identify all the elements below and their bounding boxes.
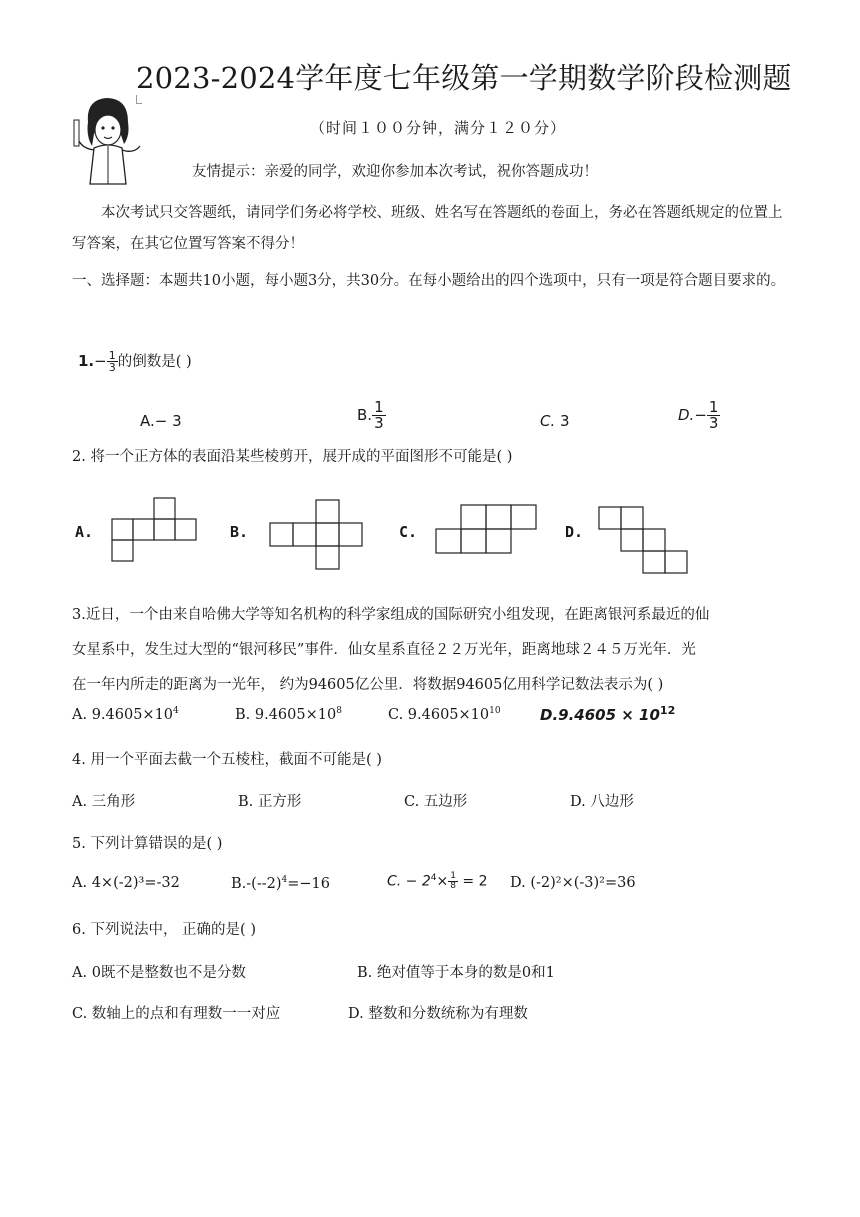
q2-label-b: B. [230, 523, 249, 541]
q6-option-c: C. 数轴上的点和有理数一一对应 [72, 1006, 281, 1022]
q4-option-c: C. 五边形 [404, 794, 468, 810]
q1-option-d [678, 400, 720, 431]
corner-mark [136, 95, 142, 104]
q1-opt-c-value: 3 [560, 412, 570, 430]
q5-opt-c-times: × [436, 873, 449, 890]
q5-option-a: A. 4×(-2)³=-32 [72, 875, 180, 891]
q1-opt-b-label: B. [357, 406, 373, 424]
q2-net-d [597, 505, 693, 577]
q6-option-d: D. 整数和分数统称为有理数 [348, 1006, 528, 1022]
question-2: 2. 将一个正方体的表面沿某些棱剪开，展开成的平面图形不可能是( ) [72, 449, 513, 465]
q1-opt-d-sign: − [694, 406, 707, 424]
q5-option-b [231, 875, 330, 892]
q1-text: 的倒数是( ) [117, 354, 192, 370]
q6-option-a: A. 0既不是整数也不是分数 [72, 965, 246, 981]
question-3-line-1: 3.近日，一个由来自哈佛大学等知名机构的科学家组成的国际研究小组发现，在距离银河系最近的仙 [72, 607, 710, 623]
q1-option-a [140, 412, 182, 430]
q5-option-d: D. (-2)²×(-3)²=36 [510, 875, 636, 891]
question-1 [78, 350, 192, 373]
q3-option-a [72, 706, 179, 723]
question-5: 5. 下列计算错误的是( ) [72, 836, 223, 852]
q3-opt-d-exp: 12 [659, 704, 676, 717]
q1-frac-num: 1 [108, 349, 116, 362]
q5-opt-b-exp: 4 [281, 875, 288, 885]
q2-net-a [110, 497, 200, 567]
q1-opt-c-label: C. [540, 412, 556, 430]
q1-opt-b-num: 1 [374, 398, 384, 416]
q1-sign: − [94, 352, 107, 370]
q1-opt-d-den: 3 [708, 414, 719, 432]
q1-opt-d-fraction [707, 400, 721, 431]
q1-fraction [107, 350, 118, 373]
exam-title: 2023-2024学年度七年级第一学期数学阶段检测题 [136, 61, 792, 95]
q3-option-d [540, 704, 675, 724]
q1-option-b [357, 400, 386, 431]
q5-opt-b-text: B.-(--2) [231, 875, 282, 892]
q5-opt-c-tail: = 2 [462, 873, 488, 890]
q1-opt-d-num: 1 [708, 398, 719, 416]
q6-option-b: B. 绝对值等于本身的数是0和1 [357, 965, 555, 981]
section-one-heading: 一、选择题：本题共10小题，每小题3分，共30分。在每小题给出的四个选项中，只有一项是符合题目要求的。 [72, 273, 786, 289]
q5-opt-c-exp: 4 [430, 872, 437, 883]
time-score-note: （时间１００分钟，满分１２０分） [310, 119, 567, 137]
q3-opt-b-exp: 8 [336, 706, 342, 716]
q3-opt-c-exp: 10 [489, 706, 501, 716]
q5-opt-c-den: 8 [450, 881, 456, 891]
question-6: 6. 下列说法中， 正确的是( ) [72, 922, 256, 938]
q1-opt-a-label: A. [140, 412, 155, 430]
q1-opt-d-label: D. [678, 406, 695, 424]
q5-opt-c-pre: C. − 2 [387, 873, 431, 890]
q3-option-c [388, 706, 501, 723]
instructions-paragraph: 本次考试只交答题纸，请同学们务必将学校、班级、姓名写在答题纸的卷面上，务必在答题纸规定的位置上写答案，在其它位置写答案不得分！ [72, 205, 783, 252]
q2-label-d: D. [565, 523, 584, 541]
cartoon-girl-illustration [70, 92, 148, 192]
q2-net-c [433, 503, 545, 557]
q1-frac-den: 3 [108, 361, 116, 374]
q1-opt-a-value: − 3 [154, 412, 182, 430]
q5-opt-c-num: 1 [450, 871, 456, 881]
q3-opt-a-exp: 4 [173, 706, 179, 716]
question-3-line-3: 在一年内所走的距离为一光年， 约为94605亿公里．将数据94605亿用科学记数法表示为( ) [72, 677, 664, 693]
q4-option-a: A. 三角形 [72, 794, 136, 810]
q1-option-c [540, 412, 570, 430]
q4-option-b: B. 正方形 [238, 794, 302, 810]
q3-opt-d-text: D.9.4605 × 10 [540, 706, 660, 724]
q5-opt-b-tail: =−16 [287, 875, 330, 892]
q2-net-b [268, 497, 378, 575]
q3-option-b [235, 706, 342, 723]
q1-opt-b-fraction [372, 400, 386, 431]
q3-opt-c-text: C. 9.4605×10 [388, 706, 490, 723]
q4-option-d: D. 八边形 [570, 794, 634, 810]
q2-label-c: C. [399, 523, 418, 541]
q3-opt-a-text: A. 9.4605×10 [72, 706, 174, 723]
q5-opt-c-fraction [448, 872, 458, 891]
q2-label-a: A. [75, 523, 94, 541]
q1-number: 1. [78, 352, 95, 370]
question-3-line-2: 女星系中，发生过大型的“银河移民”事件．仙女星系直径２２万光年，距离地球２４５万光年．光 [72, 642, 696, 658]
q5-option-c [387, 872, 488, 891]
q1-opt-b-den: 3 [374, 414, 384, 432]
question-4: 4. 用一个平面去截一个五棱柱，截面不可能是( ) [72, 752, 382, 768]
friendly-tip: 友情提示：亲爱的同学，欢迎你参加本次考试，祝你答题成功！ [192, 164, 598, 180]
q3-opt-b-text: B. 9.4605×10 [235, 706, 337, 723]
